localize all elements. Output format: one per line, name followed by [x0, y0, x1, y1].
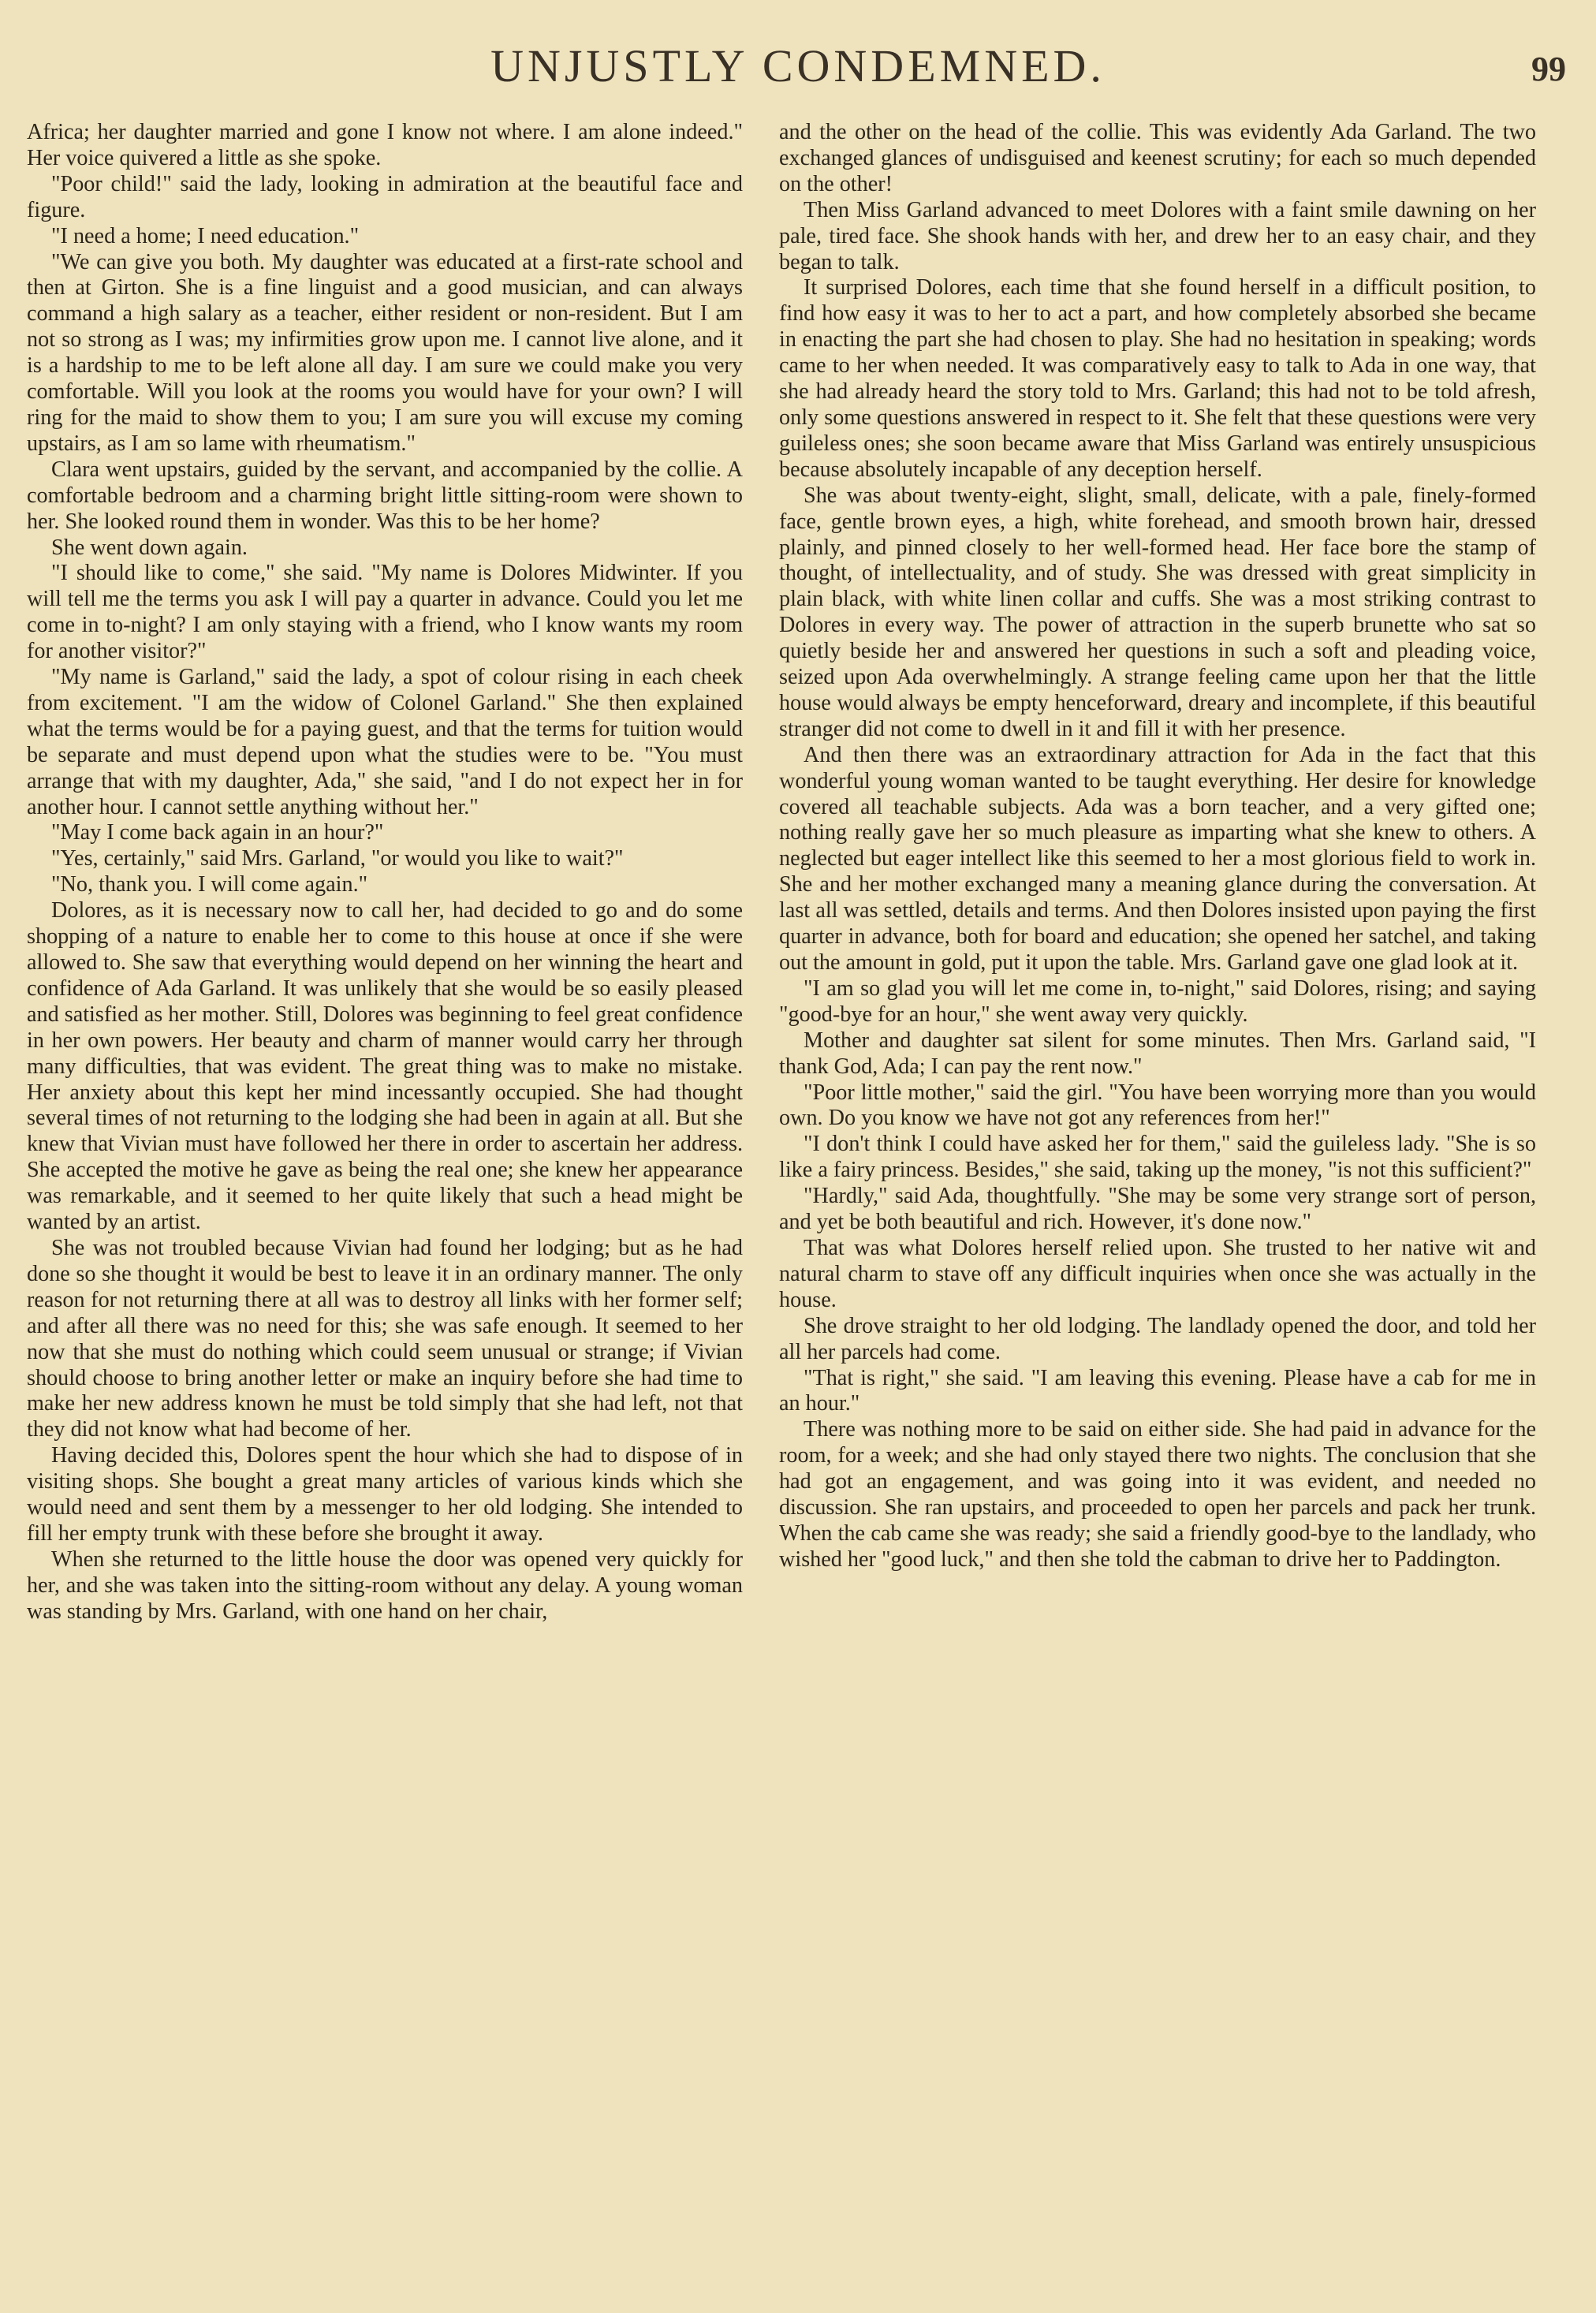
right-column: [779, 120, 1536, 2281]
paragraph: Africa; her daughter married and gone I know not where. I am alone indeed." Her voice quivered a little as she spoke.: [27, 120, 743, 170]
paragraph: "No, thank you. I will come again.": [51, 872, 368, 897]
paragraph: "I don't think I could have asked her for them," said the guileless lady. "She is so like a fairy princess. Besides," she said, taking up the money, "is not this sufficient?": [779, 1132, 1536, 1183]
paragraph: "May I come back again in an hour?": [51, 820, 384, 845]
paragraph: Then Miss Garland advanced to meet Dolores with a faint smile dawning on her pale, tired face. She shook hands with her, and drew her to an easy chair, and they began to talk.: [779, 197, 1536, 274]
paragraph: "I am so glad you will let me come in, to-night," said Dolores, rising; and saying "good-bye for an hour," she went away very quickly.: [779, 976, 1536, 1027]
paragraph: She was not troubled because Vivian had found her lodging; but as he had done so she thought it would be best to leave it in an ordinary manner. The only reason for not returning there at all was to destroy all links with her former self; and after all there was no need for this; she was safe enough. It seemed to her now that she must do nothing which could seem unusual or strange; if Vivian should choose to bring another letter or make an inquiry before she had time to make her new address known he must be told simply that she had left, not that they did not know what had become of her.: [27, 1235, 743, 1442]
paragraph: "Poor child!" said the lady, looking in admiration at the beautiful face and figure.: [27, 171, 743, 222]
paragraph: Mother and daughter sat silent for some minutes. Then Mrs. Garland said, "I thank God, Ada; I can pay the rent now.": [779, 1028, 1536, 1079]
paragraph: Having decided this, Dolores spent the hour which she had to dispose of in visiting shops. She bought a great many articles of various kinds which she would need and sent them by a messenger to her old lodging. She intended to fill her empty trunk with these before she brought it away.: [27, 1443, 743, 1546]
paragraph: "We can give you both. My daughter was educated at a first-rate school and then at Girton. She is a fine linguist and a good musician, and can always command a high salary as a teacher, either resident or non-resident. But I am not so strong as I was; my infirmities grow upon me. I cannot live alone, and it is a hardship to me to be left alone all day. I am sure we could make you very comfortable. Will you look at the rooms you would have for your own? I will ring for the maid to show them to you; I am sure you will excuse my coming upstairs, as I am so lame with rheumatism.": [27, 249, 743, 456]
paragraph: "Yes, certainly," said Mrs. Garland, "or would you like to wait?": [51, 846, 624, 871]
paragraph: "Poor little mother," said the girl. "You have been worrying more than you would own. Do you know we have not got any references from her!": [779, 1080, 1536, 1131]
paragraph: She drove straight to her old lodging. The landlady opened the door, and told her all her parcels had come.: [779, 1313, 1536, 1364]
paragraph: And then there was an extraordinary attraction for Ada in the fact that this wonderful young woman wanted to be taught everything. Her desire for knowledge covered all teachable subjects. Ada was a born teacher, and a very gifted one; nothing really gave her so much pleasure as imparting what she knew to others. A neglected but eager intellect like this seemed to her a most glorious field to work in. She and her mother exchanged many a meaning glance during the conversation. At last all was settled, details and terms. And then Dolores insisted upon paying the first quarter in advance, both for board and education; she opened her satchel, and taking out the amount in gold, put it upon the table. Mrs. Garland gave one glad look at it.: [779, 742, 1536, 975]
paragraph: It surprised Dolores, each time that she found herself in a difficult position, to find how easy it was to her to act a part, and how completely absorbed she became in enacting the part she had chosen to play. She had no hesitation in speaking; words came to her when needed. It was comparatively easy to talk to Ada in one way, that she had already heard the story told to Mrs. Garland; this had not to be told afresh, only some questions answered in respect to it. She felt that these questions were very guileless ones; she soon became aware that Miss Garland was entirely unsuspicious because absolutely incapable of any deception herself.: [779, 275, 1536, 482]
paragraph: "I need a home; I need education.": [51, 223, 360, 248]
left-column: [27, 120, 743, 2281]
page-number: 99: [1531, 50, 1566, 88]
paragraph: "Hardly," said Ada, thoughtfully. "She may be some very strange sort of person, and yet be both beautiful and rich. However, it's done now.": [779, 1184, 1536, 1235]
paragraph: That was what Dolores herself relied upon. She trusted to her native wit and natural charm to stave off any difficult inquiries when once she was actually in the house.: [779, 1235, 1536, 1312]
paragraph: Dolores, as it is necessary now to call her, had decided to go and do some shopping of a nature to enable her to come to this house at once if she were allowed to. She saw that everything would depend on her winning the heart and confidence of Ada Garland. It was unlikely that she would be so easily pleased and satisfied as her mother. Still, Dolores was beginning to feel great confidence in her own powers. Her beauty and charm of manner would carry her through many difficulties, that was evident. The great thing was to make no mistake. Her anxiety about this kept her mind incessantly occupied. She had thought several times of not returning to the lodging she had been in again at all. But she knew that Vivian must have followed her there in order to ascertain her address. She accepted the motive he gave as being the real one; she knew her appearance was remarkable, and it seemed to her quite likely that such a head might be wanted by an artist.: [27, 898, 743, 1235]
paragraph: "I should like to come," she said. "My name is Dolores Midwinter. If you will tell me the terms you ask I will pay a quarter in advance. Could you let me come in to-night? I am only staying with a friend, who I know wants my room for another visitor?": [27, 561, 743, 664]
paragraph: Clara went upstairs, guided by the servant, and accompanied by the collie. A comfortable bedroom and a charming bright little sitting-room were shown to her. She looked round them in wonder. Was this to be her home?: [27, 457, 743, 534]
paragraph: She went down again.: [51, 535, 248, 560]
running-title: UNJUSTLY CONDEMNED.: [490, 40, 1106, 91]
paragraph: and the other on the head of the collie. This was evidently Ada Garland. The two exchanged glances of undisguised and keenest scrutiny; for each so much depended on the other!: [779, 120, 1536, 196]
page-header: [0, 17, 1596, 104]
paragraph: "That is right," she said. "I am leaving this evening. Please have a cab for me in an hour.": [779, 1365, 1536, 1416]
paragraph: "My name is Garland," said the lady, a spot of colour rising in each cheek from excitement. "I am the widow of Colonel Garland." She then explained what the terms would be for a paying guest, and that the terms for tuition would be separate and must depend upon what the studies were to be. "You must arrange that with my daughter, Ada," she said, "and I do not expect her in for another hour. I cannot settle anything without her.": [27, 665, 743, 819]
paragraph: When she returned to the little house the door was opened very quickly for her, and she was taken into the sitting-room without any delay. A young woman was standing by Mrs. Garland, with one hand on her chair,: [27, 1546, 743, 1624]
paragraph: There was nothing more to be said on either side. She had paid in advance for the room, for a week; and she had only stayed there two nights. The conclusion that she had got an engagement, and was going into it was evident, and needed no discussion. She ran upstairs, and proceeded to open her parcels and pack her trunk. When the cab came she was ready; she said a friendly good-bye to the landlady, who wished her "good luck," and then she told the cabman to drive her to Paddington.: [779, 1417, 1536, 1572]
paragraph: She was about twenty-eight, slight, small, delicate, with a pale, finely-formed face, gentle brown eyes, a high, white forehead, and smooth brown hair, dressed plainly, and pinned closely to her well-formed head. Her face bore the stamp of thought, of intellectuality, and of study. She was dressed with great simplicity in plain black, with white linen collar and cuffs. She was a most striking contrast to Dolores in every way. The power of attraction in the superb brunette who sat so quietly beside her and answered her questions in such a soft and pleading voice, seized upon Ada overwhelmingly. A strange feeling came upon her that the little house would always be empty henceforward, dreary and incomplete, if this beautiful stranger did not come to dwell in it and fill it with her presence.: [779, 483, 1536, 741]
